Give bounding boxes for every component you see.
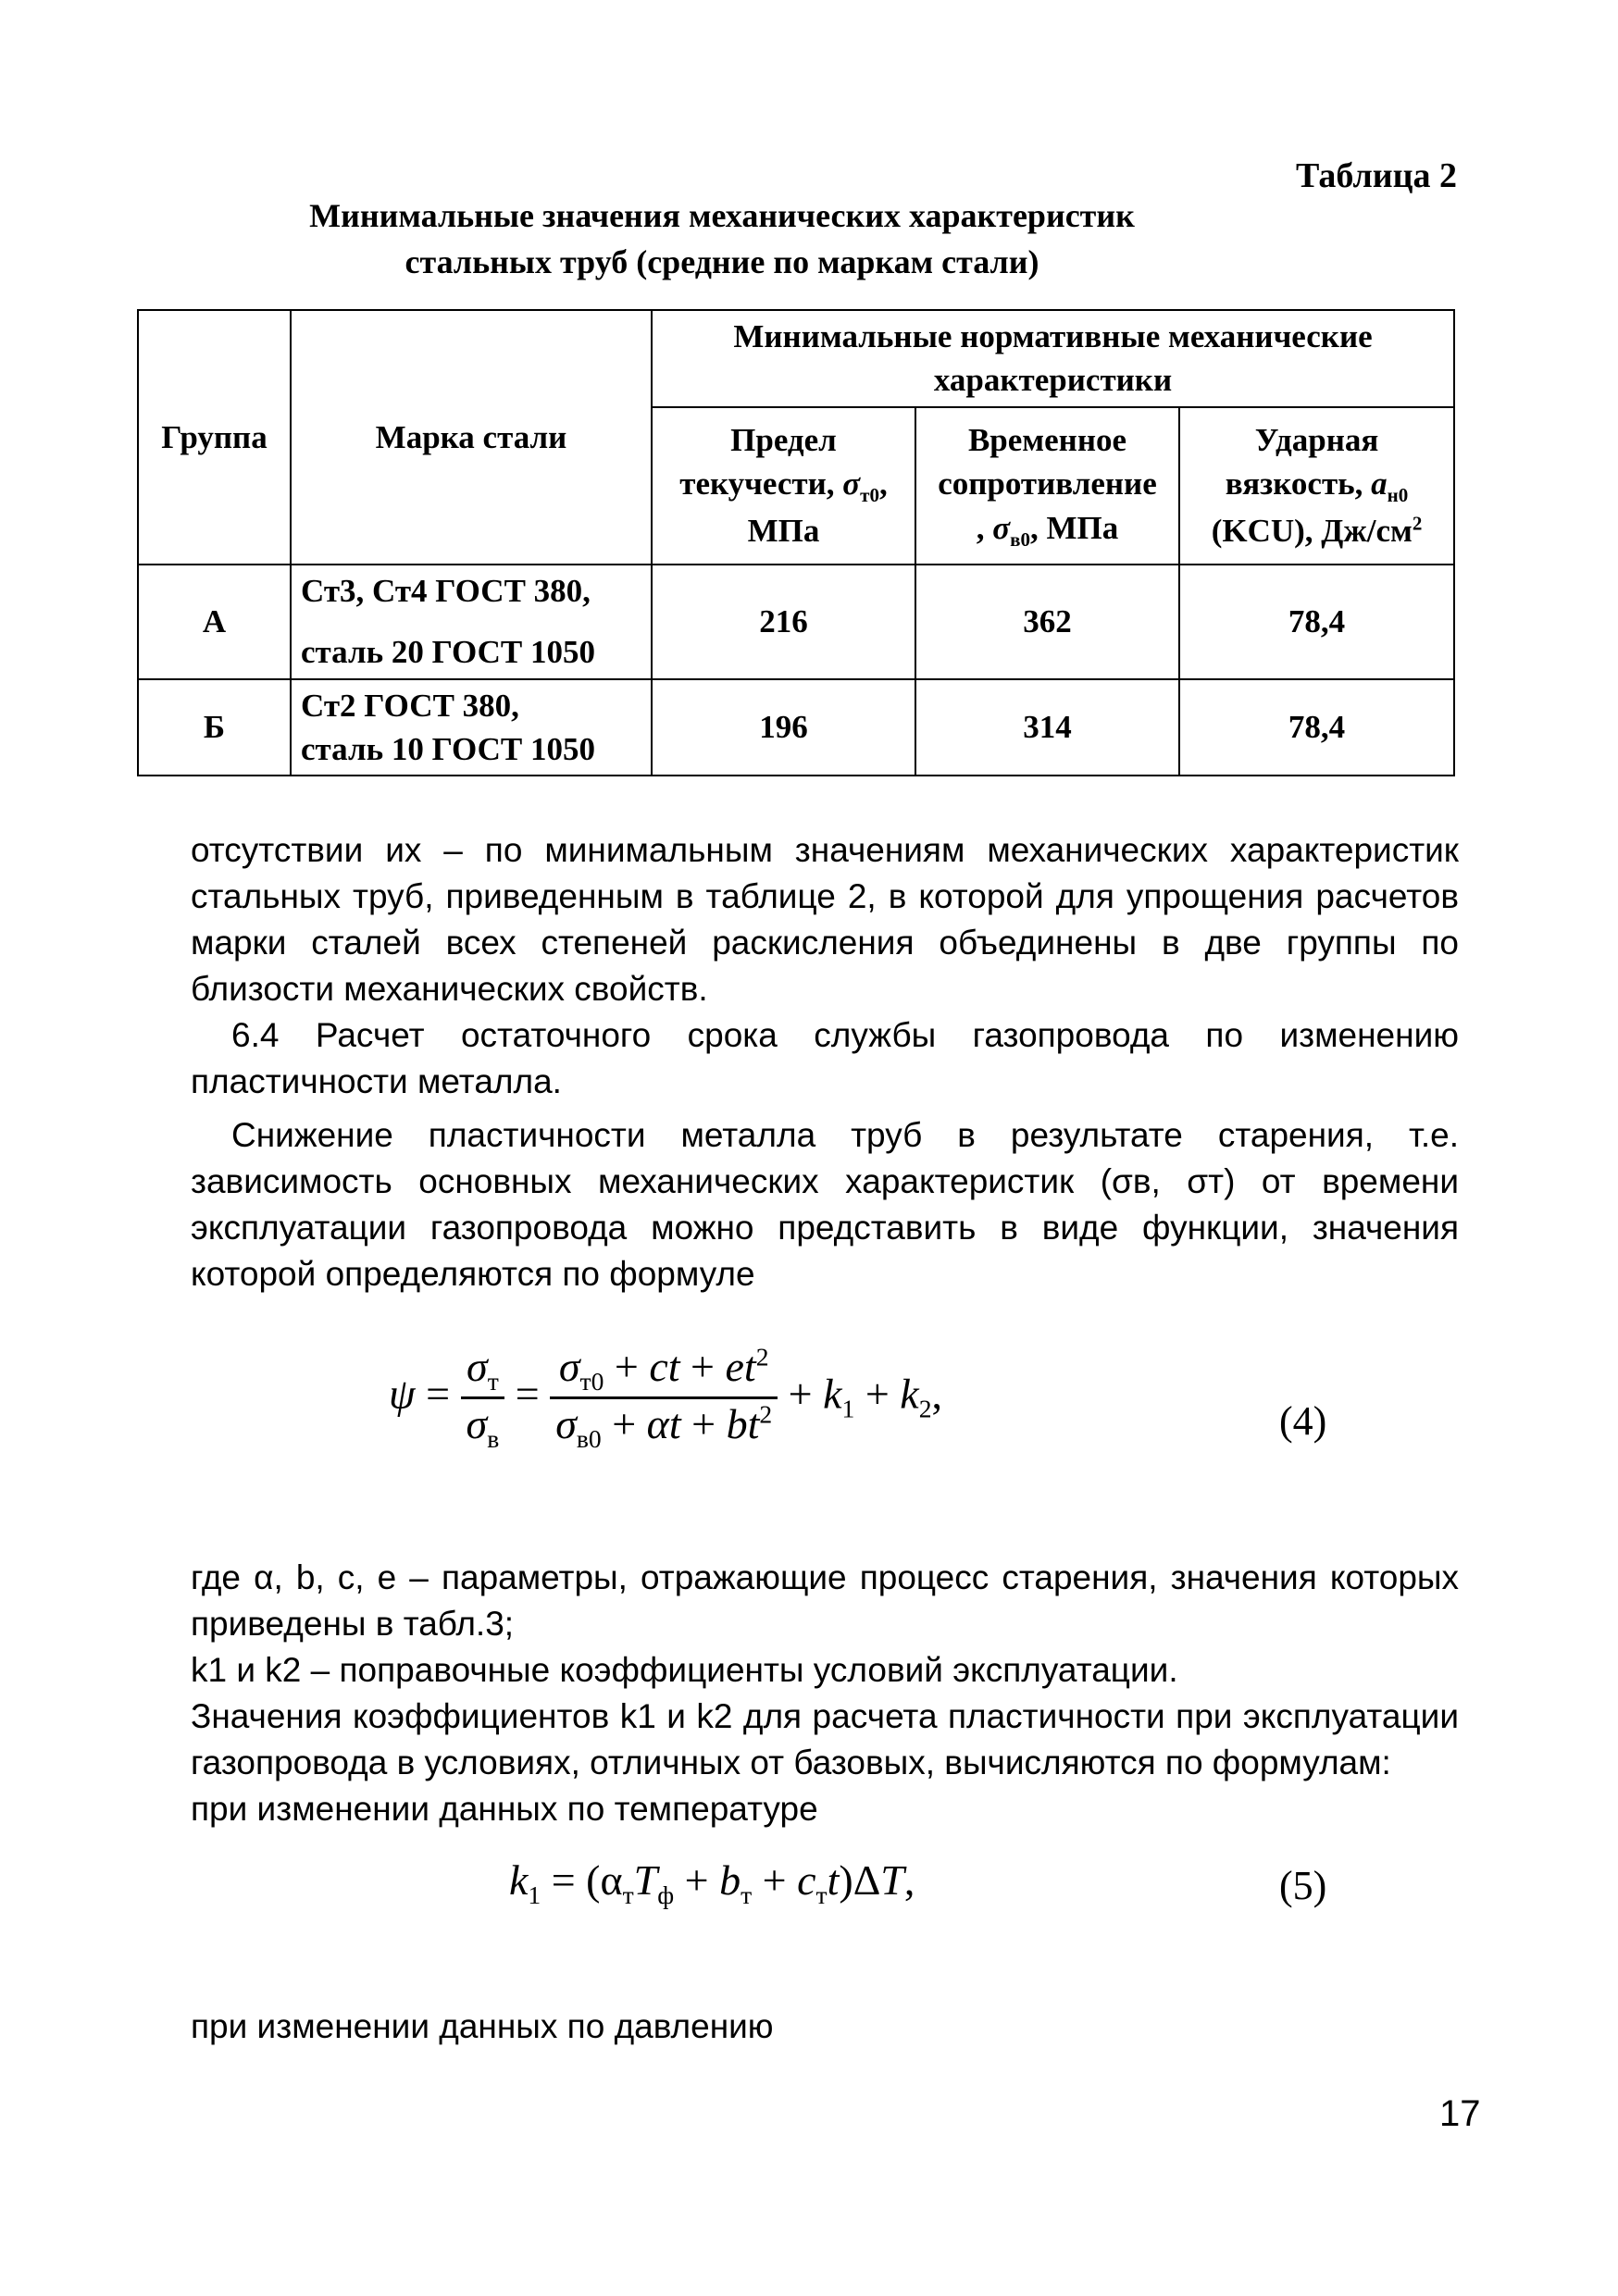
header-tensile: Временное сопротивление , $\sigma_{в0}$, МПа [915, 407, 1179, 565]
steel-line: сталь 20 ГОСТ 1050 [301, 633, 596, 670]
paragraph: 6.4 Расчет остаточного срока службы газопровода по изменению пластичности металла. [191, 1016, 1459, 1100]
cell-impact: 78,4 [1179, 565, 1454, 679]
paragraph: k1 и k2 – поправочные коэффициенты условий эксплуатации. [191, 1651, 1178, 1689]
cell-steel [291, 565, 652, 679]
table-label: Таблица 2 [1296, 156, 1458, 195]
paragraph: Снижение пластичности металла труб в результате старения, т.е. зависимость основных механических характеристик (σв, σт) от времени эксплуатации газопровода можно представить в виде функции, значения которой определяются по формуле [191, 1116, 1459, 1293]
header-group: Группа [138, 310, 291, 565]
text-block-2 [191, 1555, 1459, 1832]
table-title-line: Минимальные значения механических характеристик [309, 197, 1135, 234]
table-row [138, 565, 1454, 679]
table-title-line: стальных труб (средние по маркам стали) [404, 243, 1039, 280]
paragraph: при изменении данных по температуре [191, 1790, 818, 1828]
header-steel: Марка стали [291, 310, 652, 565]
table-header-row [138, 310, 1454, 407]
text-block-3 [191, 2004, 1459, 2050]
steel-line: Ст3, Ст4 ГОСТ 380, [301, 573, 591, 610]
cell-group: Б [138, 679, 291, 776]
formula-5: $k_1 = (\alpha_тT_ф + b_т + c_тt)\Delta T$, [509, 1856, 915, 1910]
cell-tensile: 362 [915, 565, 1179, 679]
properties-table [137, 309, 1455, 776]
formula-4: ψ = $\frac{\sigma_т}{\sigma_в}$ = $\frac{\sigma_{т0} + ct + et^2}{\sigma_{в0} + \alpha t + bt^2}$ + $k_1 + k_2$, [389, 1342, 942, 1454]
equation-number: (5) [1279, 1863, 1327, 1908]
cell-group: А [138, 565, 291, 679]
steel-line: сталь 10 ГОСТ 1050 [301, 730, 596, 767]
equation-number: (4) [1279, 1398, 1327, 1444]
text-block-1 [191, 827, 1459, 1297]
cell-steel [291, 679, 652, 776]
header-impact: Ударная вязкость, $a_{н0}$ (KCU), $Дж/см^2$ [1179, 407, 1454, 565]
steel-line: Ст2 ГОСТ 380, [301, 687, 519, 724]
table-row [138, 679, 1454, 776]
header-characteristics: Минимальные нормативные механические характеристики [652, 310, 1454, 407]
table-title [259, 192, 1185, 285]
cell-yield: 216 [652, 565, 915, 679]
cell-tensile: 314 [915, 679, 1179, 776]
paragraph: где α, b, c, e – параметры, отражающие процесс старения, значения которых приведены в табл.3; [191, 1558, 1459, 1643]
header-yield: Предел текучести, $\sigma_{т0}$, МПа [652, 407, 915, 565]
page-number: 17 [1439, 2093, 1481, 2134]
paragraph: при изменении данных по давлению [191, 2007, 774, 2045]
paragraph: отсутствии их – по минимальным значениям механических характеристик стальных труб, приведенным в таблице 2, в которой для упрощения расчетов марки сталей всех степеней раскисления объединены в две группы по близости механических свойств. [191, 831, 1459, 1008]
cell-yield: 196 [652, 679, 915, 776]
cell-impact: 78,4 [1179, 679, 1454, 776]
paragraph: Значения коэффициентов k1 и k2 для расчета пластичности при эксплуатации газопровода в условиях, отличных от базовых, вычисляются по формулам: [191, 1697, 1459, 1781]
